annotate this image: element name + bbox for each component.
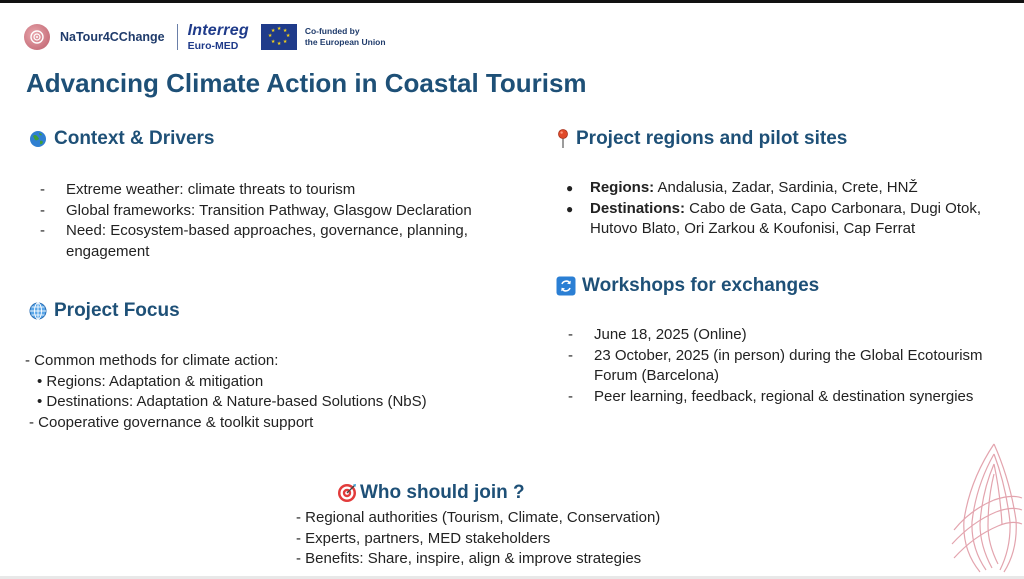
list-item: - June 18, 2025 (Online) [568, 325, 988, 346]
globe-grid-icon [28, 301, 48, 321]
list-item [566, 199, 996, 240]
list-item: - Regional authorities (Tourism, Climate, Conservation) [296, 509, 661, 526]
eu-line2: the European Union [304, 37, 386, 47]
list-item: - Experts, partners, MED stakeholders [296, 529, 551, 547]
regions-text: Andalusia, Zadar, Sardinia, Crete, HNŽ [654, 179, 918, 196]
list-item: - Cooperative governance & toolkit support [29, 413, 314, 431]
eu-flag-icon: ★ ★ ★ ★ ★ ★ ★ ★ [261, 24, 297, 50]
context-list [40, 180, 530, 262]
eu-line1: Co-funded by [304, 26, 360, 36]
list-item: - Peer learning, feedback, regional & destination synergies [568, 387, 988, 408]
join-list [296, 508, 746, 570]
regions-list [566, 178, 996, 240]
page-title: Advancing Climate Action in Coastal Tourism [26, 68, 587, 98]
regions-heading [556, 128, 847, 150]
list-item: - 23 October, 2025 (in person) during the Global Ecotourism Forum (Barcelona) [568, 346, 988, 387]
pin-icon [556, 129, 570, 149]
fingerprint-decoration-icon [950, 440, 1024, 576]
interreg-logo [188, 23, 249, 52]
focus-heading [28, 300, 180, 322]
refresh-icon [556, 276, 576, 296]
target-icon [337, 483, 357, 503]
list-item: • Destinations: Adaptation & Nature-based Solutions (NbS) [37, 393, 427, 410]
workshops-title: Workshops for exchanges [582, 275, 820, 296]
context-heading [28, 128, 215, 150]
logo-divider [177, 24, 178, 50]
workshops-heading [556, 275, 819, 297]
context-title: Context & Drivers [54, 128, 215, 149]
natour-logo-icon [24, 24, 50, 50]
regions-label: Regions: [590, 179, 655, 196]
top-border [0, 0, 1024, 3]
join-title: Who should join ? [360, 482, 525, 503]
interreg-line2: Euro-MED [187, 39, 239, 52]
list-item: - Extreme weather: climate threats to tourism [40, 180, 530, 201]
list-item: - Benefits: Share, inspire, align & improve strategies [296, 550, 642, 567]
eu-cofunded-text [305, 26, 386, 48]
focus-title: Project Focus [54, 300, 180, 321]
regions-title: Project regions and pilot sites [576, 128, 848, 149]
org-name: NaTour4CChange [60, 30, 165, 44]
workshops-list [568, 325, 988, 407]
list-item: - Global frameworks: Transition Pathway, Glasgow Declaration [40, 201, 530, 222]
list-item: • Regions: Adaptation & mitigation [37, 372, 264, 390]
destinations-label: Destinations: [590, 199, 686, 217]
list-item: - Need: Ecosystem-based approaches, governance, planning, engagement [40, 221, 530, 262]
focus-list [25, 351, 505, 433]
header-logos [24, 20, 386, 54]
globe-icon [28, 129, 48, 149]
join-heading [337, 482, 525, 504]
list-item: - Common methods for climate action: [25, 352, 279, 369]
interreg-line1: Interreg [187, 21, 249, 39]
destinations-text: Cabo de Gata, Capo Carbonara, Dugi Otok, Hutovo Blato, Ori Zarkou & Koufonisi, Cap Ferrat [590, 199, 982, 237]
list-item [566, 178, 996, 199]
